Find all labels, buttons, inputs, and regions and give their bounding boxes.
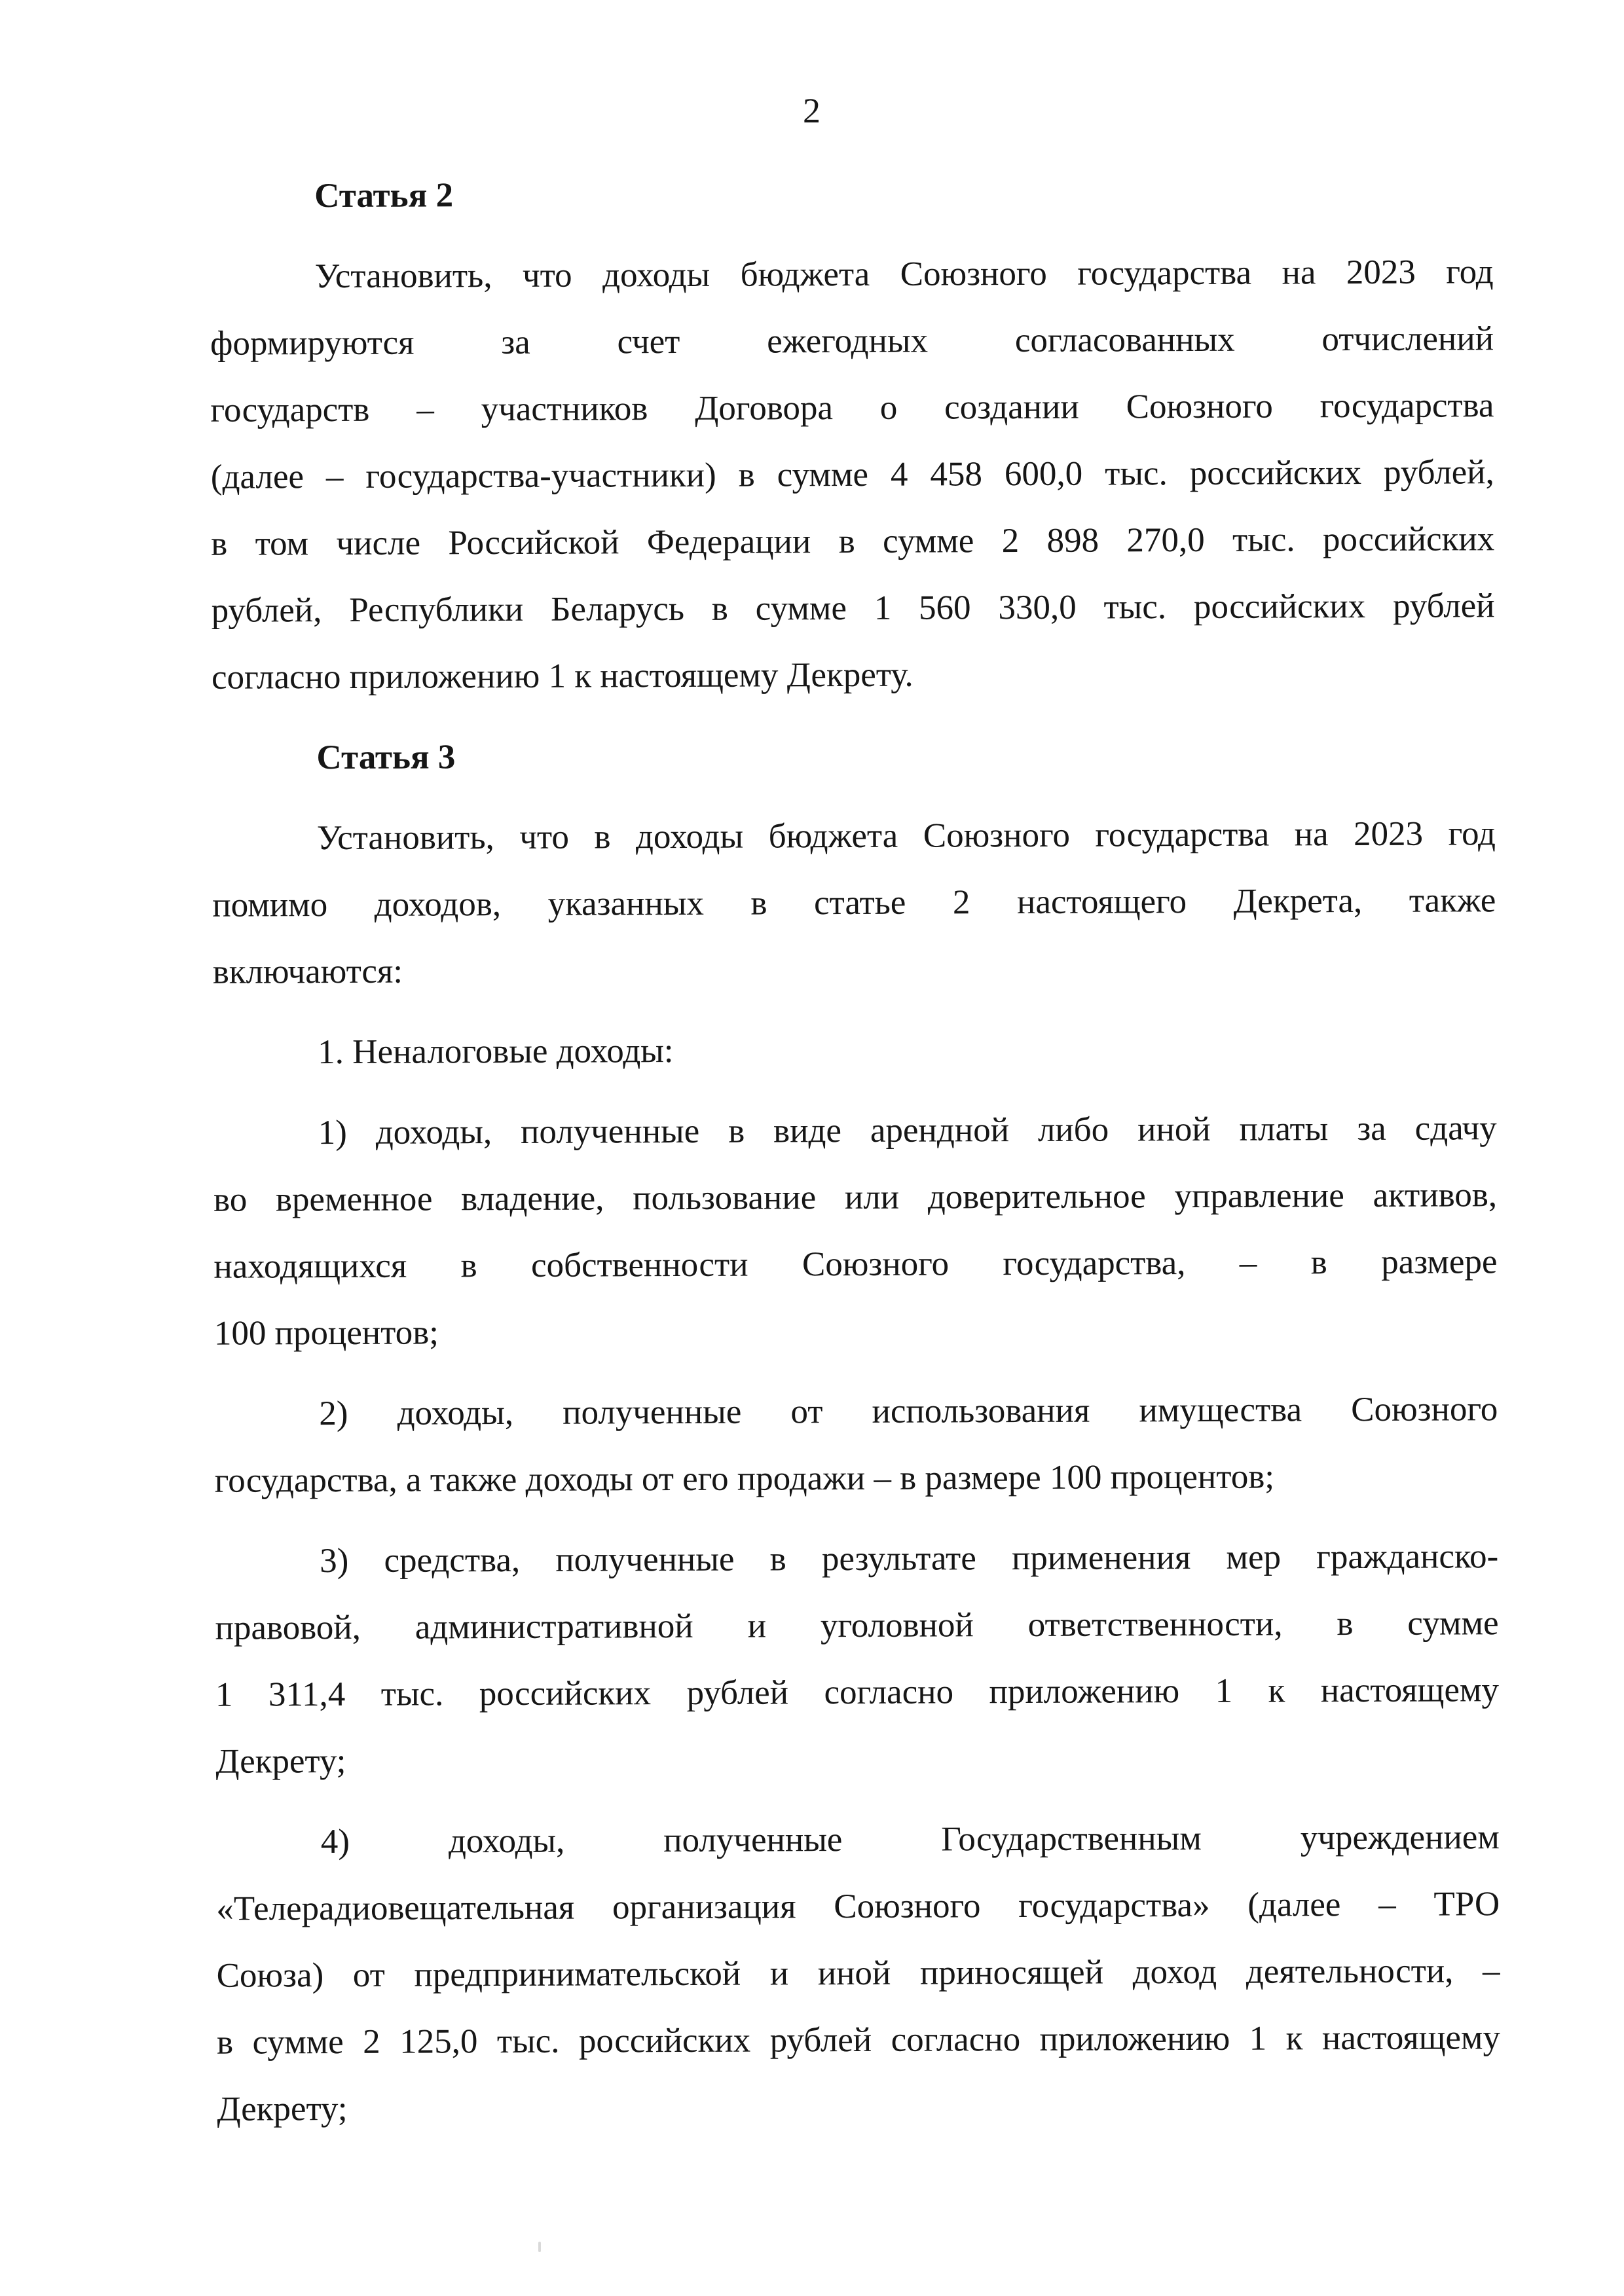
paragraph [210,238,1495,711]
paragraph [216,1804,1501,2143]
text-line: 1. Неналоговые доходы: [318,1032,674,1072]
text-line: 1 311,4 тыс. российских рублей согласно приложению 1 к настоящему [215,1671,1500,1714]
text-line: 2) доходы, полученные от использования имущества Союзного [319,1390,1498,1433]
text-line: согласно приложению 1 к настоящему Декрету. [211,655,913,697]
text-line: Установить, что в доходы бюджета Союзного государства на 2023 год [316,814,1496,858]
text-line: государства, а также доходы от его продажи – в размере 100 процентов; [214,1457,1275,1500]
text-line: Декрету; [217,2089,348,2128]
text-line: в сумме 2 125,0 тыс. российских рублей согласно приложению 1 к настоящему [216,2018,1501,2062]
text-line: Союза) от предпринимательской и иной приносящей доход деятельности, – [216,1952,1500,1995]
text-line: правовой, административной и уголовной ответственности, в сумме [215,1604,1499,1647]
text-line: Установить, что доходы бюджета Союзного государства на 2023 год [314,253,1494,296]
text-line: 4) доходы, полученные Государственным учреждением [320,1818,1500,1861]
text-line: помимо доходов, указанных в статье 2 настоящего Декрета, также [212,881,1496,924]
text-line: государств – участников Договора о создании Союзного государства [210,386,1494,429]
text-line: во временное владение, пользование или доверительное управление активов, [213,1176,1498,1219]
text-line: 3) средства, полученные в результате применения мер гражданско- [320,1537,1499,1580]
text-line: рублей, Республики Беларусь в сумме 1 560 330,0 тыс. российских рублей [211,587,1495,630]
paragraph [214,1376,1498,1514]
text-line: включаются: [212,952,403,991]
paragraph [212,800,1496,1006]
paragraph [215,1523,1500,1795]
text-line: (далее – государства-участники) в сумме 4 458 600,0 тыс. российских рублей, [210,453,1494,496]
text-line: формируются за счет ежегодных согласованных отчислений [210,319,1494,363]
text-line: находящихся в собственности Союзного государства, – в размере [213,1243,1498,1286]
scan-artifact [538,2242,541,2252]
text-line: 100 процентов; [213,1313,439,1353]
article-heading: Статья 2 [314,176,454,215]
document-content [210,158,1501,2143]
article-heading: Статья 3 [316,738,456,777]
paragraph [213,1014,1496,1086]
text-line: 1) доходы, полученные в виде арендной либо иной платы за сдачу [318,1109,1497,1152]
paragraph [213,1095,1498,1367]
text-line: «Телерадиовещательная организация Союзного государства» (далее – ТРО [216,1885,1500,1928]
text-line: Декрету; [215,1741,346,1781]
text-line: в том числе Российской Федерации в сумме 2 898 270,0 тыс. российских [211,520,1495,563]
page-number: 2 [803,91,821,130]
